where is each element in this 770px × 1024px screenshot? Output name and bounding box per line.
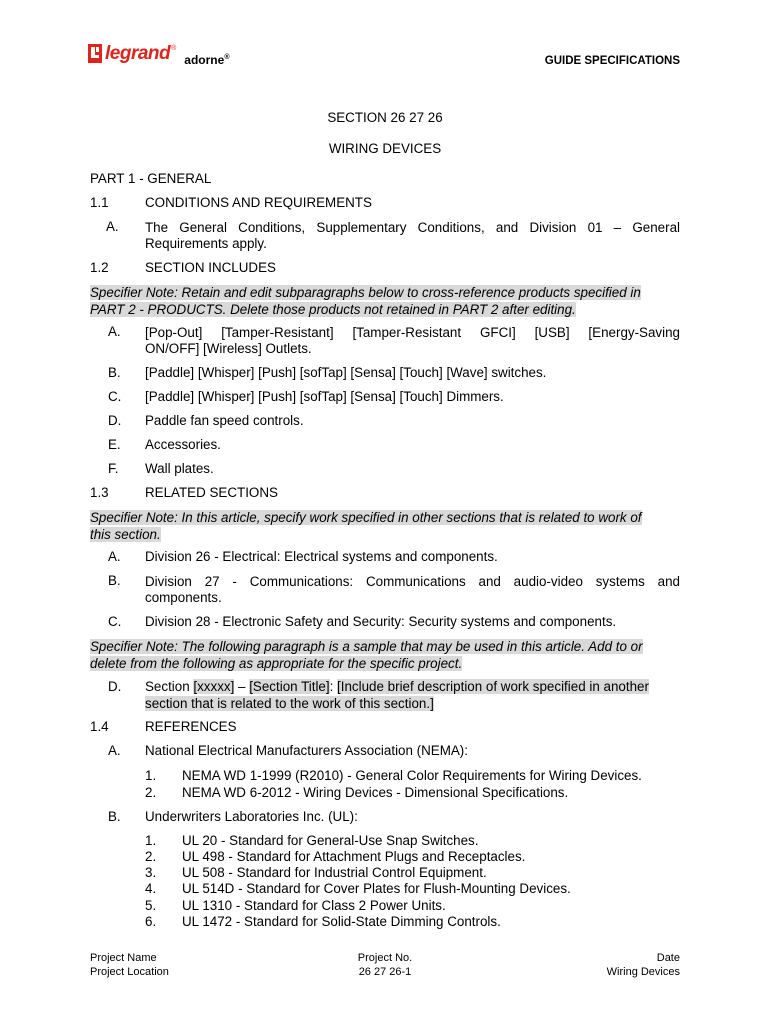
paragraph-label: A. <box>108 743 121 758</box>
paragraph-text: Division 28 - Electronic Safety and Security: Security systems and components. <box>145 614 617 629</box>
article-title: SECTION INCLUDES <box>145 260 276 275</box>
footer-page-number: 26 27 26-1 <box>358 966 412 978</box>
paragraph-text: Wall plates. <box>145 461 214 476</box>
list-number: 5. <box>145 898 157 913</box>
paragraph-text: [Paddle] [Whisper] [Push] [sofTap] [Sensa] [Touch] Dimmers. <box>145 389 504 404</box>
section-name-title: WIRING DEVICES <box>328 141 442 156</box>
article-number: 1.1 <box>90 195 109 210</box>
article-title: RELATED SECTIONS <box>145 485 278 500</box>
legrand-mark-icon <box>88 44 102 63</box>
list-item: NEMA WD 1-1999 (R2010) - General Color Requirements for Wiring Devices. <box>182 768 642 783</box>
list-number: 4. <box>145 881 157 896</box>
paragraph-label: A. <box>106 219 119 234</box>
list-item: UL 508 - Standard for Industrial Control Equipment. <box>182 865 487 880</box>
paragraph-text: Division 26 - Electrical: Electrical systems and components. <box>145 549 498 564</box>
guide-specifications-label: GUIDE SPECIFICATIONS <box>544 55 680 67</box>
footer-doc-name: Wiring Devices <box>606 966 680 978</box>
article-title: CONDITIONS AND REQUIREMENTS <box>145 195 372 210</box>
adorne-wordmark: adorne® <box>184 53 230 67</box>
list-number: 2. <box>145 785 157 800</box>
paragraph-text: Paddle fan speed controls. <box>145 413 304 428</box>
footer-project-name: Project Name <box>90 952 157 964</box>
specifier-note: Specifier Note: In this article, specify work specified in other sections that is related to work of this section. <box>90 510 642 542</box>
paragraph-label: B. <box>108 365 121 380</box>
paragraph-text: Division 27 - Communications: Communications and audio-video systems and <box>145 574 680 589</box>
paragraph-label: A. <box>108 324 121 339</box>
footer-date-info <box>607 951 680 979</box>
list-item: UL 498 - Standard for Attachment Plugs and Receptacles. <box>182 849 526 864</box>
list-number: 6. <box>145 914 157 929</box>
paragraph-text: ON/OFF] [Wireless] Outlets. <box>145 341 312 356</box>
article-title: REFERENCES <box>145 719 237 734</box>
paragraph-label: D. <box>108 413 122 428</box>
list-number: 2. <box>145 849 157 864</box>
footer-project-info <box>90 951 169 979</box>
specifier-note: Specifier Note: Retain and edit subparagraphs below to cross-reference products specified in PART 2 - PRODUCTS. Delete those products not retained in PART 2 after editing. <box>90 285 641 317</box>
footer-page-info <box>335 951 435 979</box>
paragraph-label: B. <box>108 809 121 824</box>
paragraph-text: Accessories. <box>145 437 221 452</box>
list-number: 3. <box>145 865 157 880</box>
paragraph-text: components. <box>145 590 222 605</box>
part-heading: PART 1 - GENERAL <box>90 171 212 186</box>
footer-date: Date <box>656 952 680 964</box>
paragraph-text: Underwriters Laboratories Inc. (UL): <box>145 809 358 824</box>
footer-project-no: Project No. <box>357 952 413 964</box>
paragraph-text: [Paddle] [Whisper] [Push] [sofTap] [Sensa] [Touch] [Wave] switches. <box>145 365 547 380</box>
list-item: UL 1310 - Standard for Class 2 Power Units. <box>182 898 446 913</box>
legrand-wordmark: legrand <box>105 43 171 64</box>
list-item: NEMA WD 6-2012 - Wiring Devices - Dimensional Specifications. <box>182 785 569 800</box>
article-number: 1.4 <box>90 719 109 734</box>
paragraph-label: D. <box>108 679 122 694</box>
paragraph-text: Requirements apply. <box>145 236 267 251</box>
paragraph-label: B. <box>108 573 121 588</box>
paragraph-label: C. <box>108 389 122 404</box>
paragraph-text: The General Conditions, Supplementary Conditions, and Division 01 – General <box>145 220 680 235</box>
paragraph-text: section that is related to the work of this section.] <box>145 696 434 711</box>
section-number-title: SECTION 26 27 26 <box>327 110 443 125</box>
footer-project-location: Project Location <box>90 966 169 978</box>
paragraph-label: E. <box>108 437 121 452</box>
list-item: UL 514D - Standard for Cover Plates for Flush-Mounting Devices. <box>182 881 571 896</box>
article-number: 1.2 <box>90 260 109 275</box>
list-item: UL 20 - Standard for General-Use Snap Switches. <box>182 833 479 848</box>
brand-registered-mark: ® <box>171 45 177 52</box>
list-number: 1. <box>145 833 157 848</box>
list-item: UL 1472 - Standard for Solid-State Dimming Controls. <box>182 914 501 929</box>
paragraph-label: F. <box>108 461 119 476</box>
article-1-1 <box>90 195 109 210</box>
paragraph-text: Section [xxxxx] – [Section Title]: [Include brief description of work specified in another <box>145 679 649 694</box>
paragraph-text: National Electrical Manufacturers Association (NEMA): <box>145 743 468 758</box>
paragraph-label: C. <box>108 614 122 629</box>
paragraph-label: A. <box>108 549 121 564</box>
list-number: 1. <box>145 768 157 783</box>
paragraph-text: [Pop-Out] [Tamper-Resistant] [Tamper-Resistant GFCI] [USB] [Energy-Saving <box>145 325 680 340</box>
article-number: 1.3 <box>90 485 109 500</box>
legrand-adorne-logo <box>88 44 229 67</box>
specifier-note: Specifier Note: The following paragraph is a sample that may be used in this article. Add to or delete from the following as appropriate for the specific project. <box>90 639 643 671</box>
